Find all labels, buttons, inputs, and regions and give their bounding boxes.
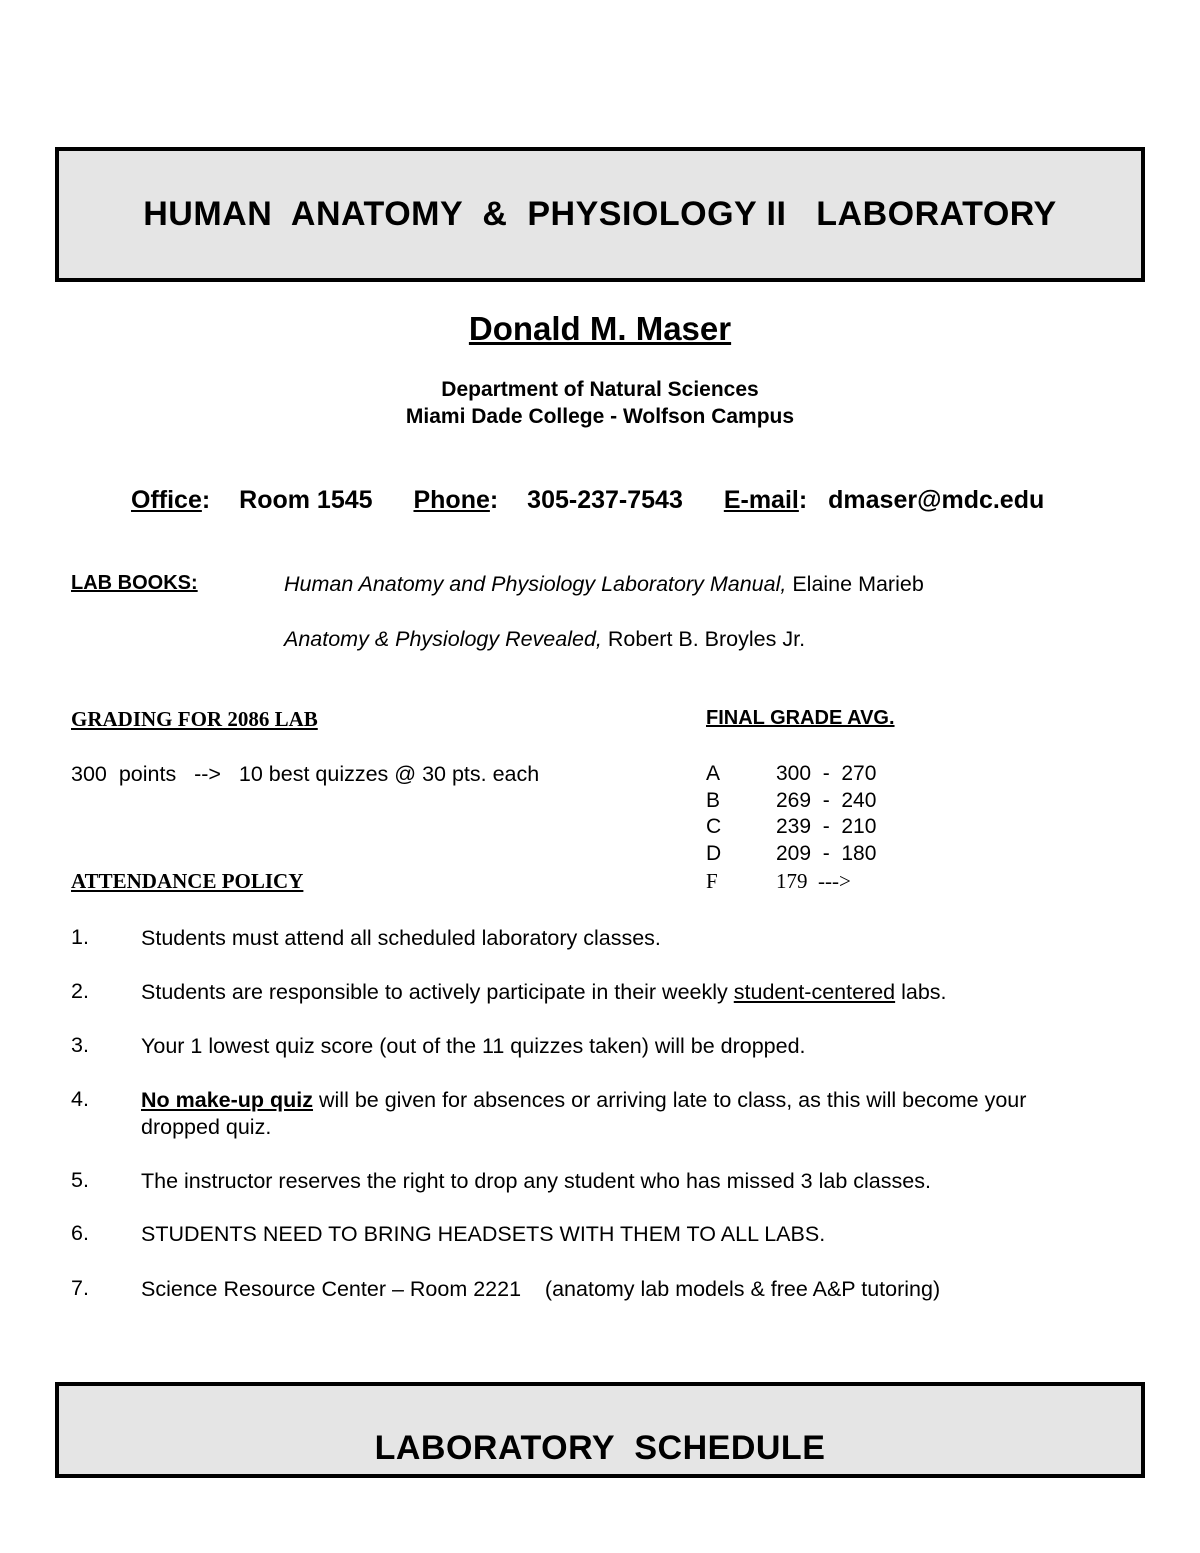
grade-letter-b: B [706, 789, 721, 812]
student-centered-emphasis: student-centered [733, 980, 896, 1004]
contact-line [131, 486, 1044, 515]
policy-number: 3. [71, 1033, 89, 1057]
grade-range-f: 179 ---> [776, 869, 851, 893]
lab-book-1-title: Human Anatomy and Physiology Laboratory Manual, [284, 572, 787, 596]
lab-book-1 [284, 572, 924, 597]
policy-number: 5. [71, 1168, 89, 1192]
policy-text: Your 1 lowest quiz score (out of the 11 quizzes taken) will be dropped. [141, 1034, 806, 1058]
email-label: E-mail [723, 486, 799, 514]
grading-heading: GRADING FOR 2086 LAB [71, 707, 318, 731]
policy-text-part: labs. [895, 980, 947, 1004]
grading-points: 300 points --> 10 best quizzes @ 30 pts. each [71, 762, 540, 786]
office-colon: : [201, 486, 211, 514]
phone-colon: : [489, 486, 499, 514]
lab-book-2-author: Robert B. Broyles Jr. [607, 627, 806, 651]
lab-book-1-author: Elaine Marieb [792, 572, 924, 596]
attendance-heading: ATTENDANCE POLICY [71, 869, 304, 893]
lab-book-2 [284, 627, 805, 652]
college-name: Miami Dade College - Wolfson Campus [405, 405, 795, 428]
no-makeup-emphasis: No make-up quiz [141, 1088, 314, 1112]
grade-letter-a: A [706, 762, 721, 785]
page-title: HUMAN ANATOMY & PHYSIOLOGY II LABORATORY [143, 195, 1057, 233]
schedule-title-box [55, 1382, 1145, 1478]
office-value: Room 1545 [239, 486, 373, 514]
department-name: Department of Natural Sciences [441, 378, 759, 401]
email-colon: : [798, 486, 808, 514]
phone-value: 305-237-7543 [527, 486, 683, 514]
policy-text: STUDENTS NEED TO BRING HEADSETS WITH THEM TO ALL LABS. [141, 1222, 826, 1246]
policy-text: Students must attend all scheduled laboratory classes. [141, 926, 661, 950]
phone-label: Phone [413, 486, 490, 514]
policy-text [141, 979, 1081, 1006]
grade-range-d: 209 - 180 [776, 842, 877, 865]
grade-range-c: 239 - 210 [776, 815, 877, 838]
final-grade-heading: FINAL GRADE AVG. [706, 707, 895, 729]
office-label: Office [131, 486, 202, 514]
grade-range-b: 269 - 240 [776, 789, 877, 812]
grade-range-a: 300 - 270 [776, 762, 877, 785]
schedule-title: LABORATORY SCHEDULE [374, 1429, 826, 1467]
grade-letter-d: D [706, 842, 722, 865]
email-value[interactable]: dmaser@mdc.edu [828, 486, 1045, 514]
policy-text: The instructor reserves the right to drop any student who has missed 3 lab classes. [141, 1169, 931, 1193]
lab-books-label: LAB BOOKS: [71, 572, 198, 594]
lab-book-2-title: Anatomy & Physiology Revealed, [284, 627, 602, 651]
policy-number: 7. [71, 1276, 89, 1300]
policy-number: 1. [71, 925, 89, 949]
policy-text-part: Students are responsible to actively participate in their weekly [141, 980, 734, 1004]
instructor-name: Donald M. Maser [468, 310, 732, 347]
policy-text: Science Resource Center – Room 2221 (anatomy lab models & free A&P tutoring) [141, 1277, 941, 1301]
policy-number: 4. [71, 1087, 89, 1111]
grade-letter-c: C [706, 815, 722, 838]
header-title-box [55, 147, 1145, 282]
policy-number: 2. [71, 979, 89, 1003]
policy-text-part: will be given for absences or arriving late to class, as this will become your dropped quiz. [141, 1088, 1027, 1139]
grade-letter-f: F [706, 869, 718, 893]
policy-text [141, 1087, 1081, 1141]
policy-number: 6. [71, 1221, 89, 1245]
